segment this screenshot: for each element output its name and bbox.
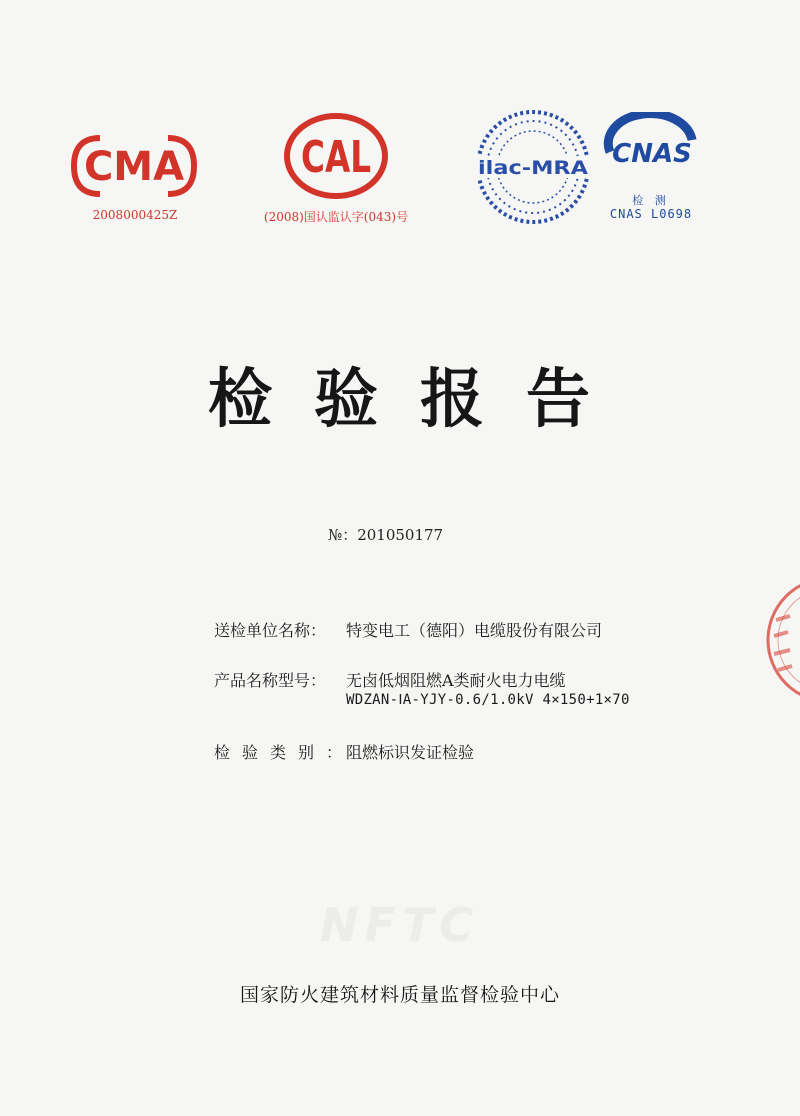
ilac-logo-text: ilac-MRA: [478, 157, 589, 179]
product-field: [214, 668, 566, 691]
product-model: WDZAN-ⅠA-YJY-0.6/1.0kV 4×150+1×70: [346, 692, 630, 708]
product-label: 产品名称型号：: [214, 671, 327, 690]
report-title: 检验报告: [208, 363, 632, 437]
red-seal-stamp: [760, 570, 800, 710]
issuer-name: 国家防火建筑材料质量监督检验中心: [239, 984, 560, 1006]
cal-number: (2008)国认监认字(043)号: [263, 210, 409, 224]
client-field: [214, 618, 602, 641]
cal-logo-text: CAL: [301, 132, 371, 183]
inspection-type-field: [214, 740, 474, 763]
ilac-mra-logo: [474, 108, 592, 226]
cal-logo: [283, 112, 389, 200]
cnas-code: CNAS L0698: [609, 207, 693, 221]
client-label: 送检单位名称：: [214, 621, 327, 640]
cnas-logo: [596, 112, 706, 184]
cnas-logo-text: CNAS: [612, 139, 692, 169]
report-number: №：201050177: [328, 526, 444, 544]
nftc-watermark: NFTC: [320, 898, 480, 952]
cnas-subtitle: 检 测: [632, 194, 670, 207]
inspection-type-value: 阻燃标识发证检验: [346, 743, 475, 762]
client-value: 特变电工（德阳）电缆股份有限公司: [346, 621, 603, 640]
inspection-type-label: 检验类别：: [214, 743, 355, 762]
cma-number: 2008000425Z: [92, 208, 178, 222]
product-name: 无卤低烟阻燃A类耐火电力电缆: [346, 671, 566, 690]
cma-logo-text: CMA: [83, 144, 185, 190]
cma-logo: [70, 132, 198, 200]
